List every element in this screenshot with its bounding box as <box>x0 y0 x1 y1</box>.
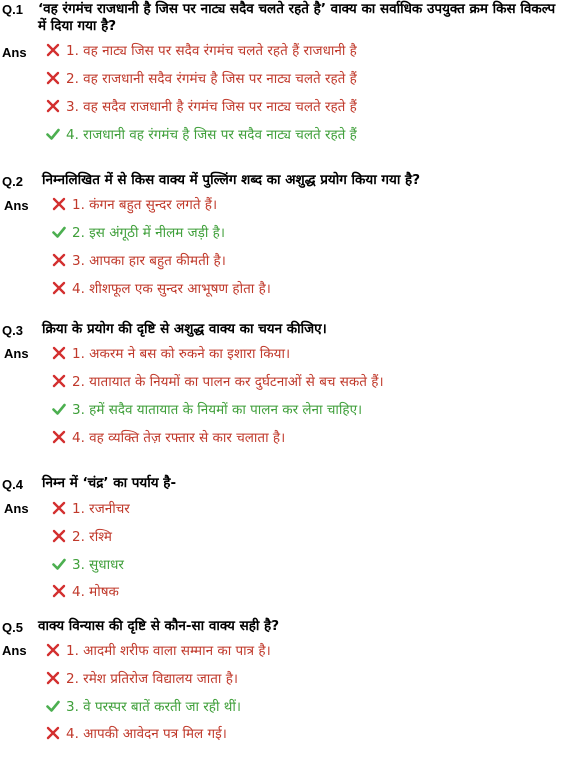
option-2[interactable] <box>52 372 384 390</box>
cross-icon <box>46 71 60 85</box>
check-icon <box>52 402 66 416</box>
option-text: 4. राजधानी वह रंगमंच है जिस पर सदैव नाट्य चलते रहते हैं <box>66 127 357 143</box>
option-text: 2. इस अंगूठी में नीलम जड़ी है। <box>72 225 225 241</box>
check-icon <box>52 225 66 239</box>
ans-label: Ans <box>4 198 29 213</box>
cross-icon <box>52 430 66 444</box>
question-text: ‘वह रंगमंच राजधानी है जिस पर नाट्य सदैव चलते रहते है’ वाक्य का सर्वाधिक उपयुक्त क्रम किस विकल्प में दिया गया है? <box>38 1 556 34</box>
check-icon <box>52 557 66 571</box>
ans-label: Ans <box>2 45 27 60</box>
cross-icon <box>52 374 66 388</box>
option-text: 3. वे परस्पर बातें करती जा रही थीं। <box>66 699 241 715</box>
option-text: 2. रमेश प्रतिरोज विद्यालय जाता है। <box>66 671 238 687</box>
question-number: Q.2 <box>2 174 23 189</box>
question-text: निम्नलिखित में से किस वाक्य में पुल्लिंग शब्द का अशुद्ध प्रयोग किया गया है? <box>42 172 421 188</box>
option-text: 1. वह नाट्य जिस पर सदैव रंगमंच चलते रहते हैं राजधानी है <box>66 43 357 59</box>
cross-icon <box>52 501 66 515</box>
option-text: 1. कंगन बहुत सुन्दर लगते हैं। <box>72 197 218 213</box>
ans-label: Ans <box>4 346 29 361</box>
question-number: Q.1 <box>2 2 23 17</box>
check-icon <box>46 127 60 141</box>
option-2[interactable] <box>52 527 112 545</box>
option-text: 4. आपकी आवेदन पत्र मिल गई। <box>66 726 227 742</box>
option-text: 3. हमें सदैव यातायात के नियमों का पालन कर लेना चाहिए। <box>72 402 363 418</box>
cross-icon <box>46 643 60 657</box>
ans-label: Ans <box>2 643 27 658</box>
cross-icon <box>52 584 66 598</box>
option-text: 4. वह व्यक्ति तेज़ रफ्तार से कार चलाता है। <box>72 430 286 446</box>
cross-icon <box>52 253 66 267</box>
cross-icon <box>46 43 60 57</box>
cross-icon <box>52 197 66 211</box>
option-text: 2. वह राजधानी सदैव रंगमंच है जिस पर नाट्य चलते रहते हैं <box>66 71 357 87</box>
option-2[interactable] <box>46 69 357 87</box>
option-4[interactable] <box>52 582 119 600</box>
option-1[interactable] <box>52 195 217 213</box>
question-text: क्रिया के प्रयोग की दृष्टि से अशुद्ध वाक्य का चयन कीजिए। <box>42 321 327 337</box>
cross-icon <box>46 671 60 685</box>
option-4[interactable] <box>46 724 227 742</box>
option-text: 3. आपका हार बहुत कीमती है। <box>72 253 226 269</box>
option-1[interactable] <box>52 344 290 362</box>
cross-icon <box>52 346 66 360</box>
option-3[interactable] <box>52 555 124 573</box>
option-text: 2. यातायात के नियमों का पालन कर दुर्घटनाओं से बच सकते हैं। <box>72 374 384 390</box>
option-3[interactable] <box>46 97 357 115</box>
cross-icon <box>46 726 60 740</box>
option-text: 1. आदमी शरीफ वाला सम्मान का पात्र है। <box>66 643 271 659</box>
option-1[interactable] <box>46 41 357 59</box>
option-1[interactable] <box>52 499 130 517</box>
check-icon <box>46 699 60 713</box>
option-text: 3. सुधाधर <box>72 557 124 573</box>
option-3[interactable] <box>52 251 226 269</box>
question-number: Q.5 <box>2 620 23 635</box>
option-text: 4. शीशफूल एक सुन्दर आभूषण होता है। <box>72 281 271 297</box>
ans-label: Ans <box>4 501 29 516</box>
cross-icon <box>52 529 66 543</box>
option-text: 2. रश्मि <box>72 529 113 545</box>
option-text: 1. रजनीचर <box>72 501 130 517</box>
option-2[interactable] <box>52 223 225 241</box>
option-4[interactable] <box>52 428 285 446</box>
option-3[interactable] <box>46 697 241 715</box>
option-2[interactable] <box>46 669 238 687</box>
question-number: Q.3 <box>2 323 23 338</box>
option-4[interactable] <box>46 125 357 143</box>
question-number: Q.4 <box>2 477 23 492</box>
option-4[interactable] <box>52 279 271 297</box>
cross-icon <box>46 99 60 113</box>
option-3[interactable] <box>52 400 362 418</box>
option-1[interactable] <box>46 641 271 659</box>
cross-icon <box>52 281 66 295</box>
option-text: 3. वह सदैव राजधानी है रंगमंच जिस पर नाट्य चलते रहते हैं <box>66 99 357 115</box>
option-text: 4. मोषक <box>72 584 119 600</box>
question-text: निम्न में ‘चंद्र’ का पर्याय है- <box>42 475 177 491</box>
option-text: 1. अकरम ने बस को रुकने का इशारा किया। <box>72 346 291 362</box>
question-text: वाक्य विन्यास की दृष्टि से कौन-सा वाक्य सही है? <box>38 618 280 634</box>
